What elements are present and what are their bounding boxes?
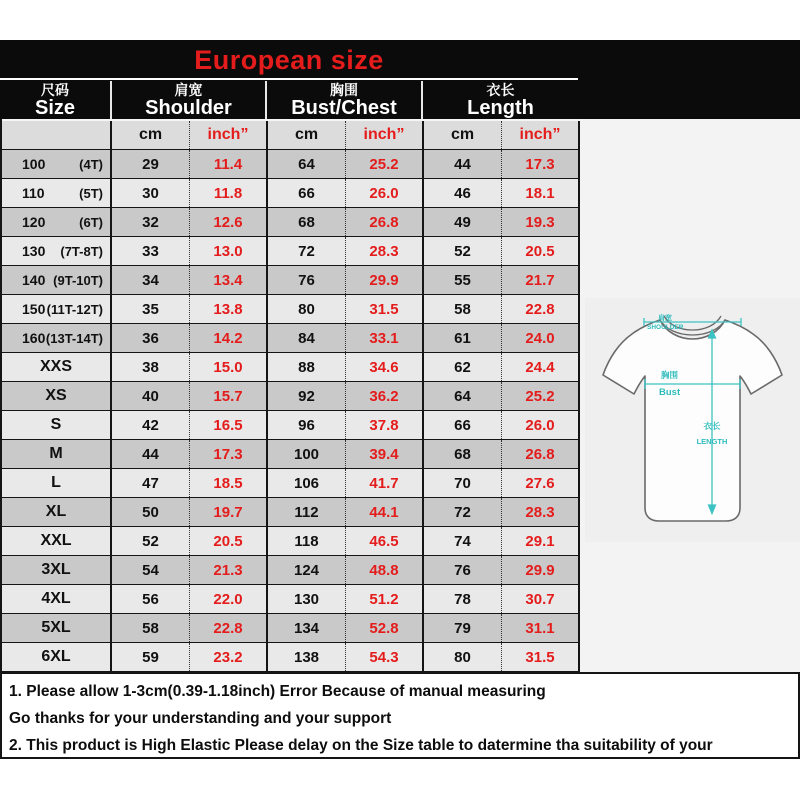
size-age-tag: (4T)	[79, 156, 103, 172]
note-line-3: 2. This product is High Elastic Please delay on the Size table to datermine tha suitability of your	[9, 737, 713, 754]
group-header-size	[0, 81, 110, 119]
size-label: 5XL	[41, 619, 71, 636]
bust-inch-cell: 44.1	[346, 498, 424, 526]
unit-cm-length: cm	[424, 121, 502, 149]
size-cell	[2, 556, 112, 584]
bust-cm-cell: 76	[268, 266, 346, 294]
bust-inch-cell: 26.0	[346, 179, 424, 207]
bust-inch-cell: 36.2	[346, 382, 424, 410]
bust-inch-cell: 29.9	[346, 266, 424, 294]
size-table	[0, 119, 580, 672]
table-row	[2, 527, 580, 556]
unit-inch-bust: inch”	[346, 121, 424, 149]
shoulder-cm-cell: 29	[112, 150, 190, 178]
bust-cm-cell: 92	[268, 382, 346, 410]
group-shoulder-zh: 肩宽	[174, 81, 203, 98]
bust-cm-cell: 100	[268, 440, 346, 468]
bust-inch-cell: 39.4	[346, 440, 424, 468]
table-row	[2, 237, 580, 266]
bust-inch-cell: 41.7	[346, 469, 424, 497]
length-cm-cell: 68	[424, 440, 502, 468]
table-row	[2, 353, 580, 382]
size-age-tag: (7T-8T)	[60, 243, 103, 259]
group-header-shoulder	[110, 81, 265, 119]
bust-cm-cell: 64	[268, 150, 346, 178]
size-cell	[2, 585, 112, 613]
size-age-tag: (11T-12T)	[46, 301, 103, 317]
length-inch-cell: 29.1	[502, 527, 580, 555]
size-cell	[2, 295, 112, 323]
size-cell	[2, 643, 112, 671]
table-row	[2, 295, 580, 324]
length-inch-cell: 19.3	[502, 208, 580, 236]
size-label: M	[49, 445, 63, 462]
bust-inch-cell: 37.8	[346, 411, 424, 439]
size-label: 6XL	[41, 648, 71, 665]
shoulder-inch-cell: 11.4	[190, 150, 268, 178]
shoulder-cm-cell: 59	[112, 643, 190, 671]
size-cell	[2, 266, 112, 294]
table-header-band	[0, 40, 800, 119]
length-inch-cell: 26.0	[502, 411, 580, 439]
size-age-tag: (5T)	[79, 185, 103, 201]
shoulder-cm-cell: 47	[112, 469, 190, 497]
bust-cm-cell: 134	[268, 614, 346, 642]
shoulder-inch-cell: 13.0	[190, 237, 268, 265]
shoulder-inch-cell: 17.3	[190, 440, 268, 468]
size-cell	[2, 614, 112, 642]
group-header-length	[421, 81, 578, 119]
size-cell	[2, 469, 112, 497]
table-row	[2, 150, 580, 179]
size-cell	[2, 150, 112, 178]
shoulder-cm-cell: 50	[112, 498, 190, 526]
size-number: 160	[22, 330, 46, 346]
length-inch-cell: 21.7	[502, 266, 580, 294]
size-number: 110	[22, 185, 45, 201]
bust-inch-cell: 33.1	[346, 324, 424, 352]
bust-cm-cell: 66	[268, 179, 346, 207]
bust-inch-cell: 26.8	[346, 208, 424, 236]
length-cm-cell: 44	[424, 150, 502, 178]
length-cm-cell: 58	[424, 295, 502, 323]
table-row	[2, 469, 580, 498]
length-cm-cell: 76	[424, 556, 502, 584]
bust-inch-cell: 25.2	[346, 150, 424, 178]
length-inch-cell: 17.3	[502, 150, 580, 178]
length-cm-cell: 72	[424, 498, 502, 526]
size-number: 140	[22, 272, 46, 288]
length-inch-cell: 29.9	[502, 556, 580, 584]
length-cm-cell: 78	[424, 585, 502, 613]
shoulder-label-zh: 肩宽	[658, 315, 672, 322]
table-row	[2, 440, 580, 469]
bust-inch-cell: 31.5	[346, 295, 424, 323]
shoulder-cm-cell: 35	[112, 295, 190, 323]
length-cm-cell: 64	[424, 382, 502, 410]
shoulder-inch-cell: 13.4	[190, 266, 268, 294]
shoulder-inch-cell: 18.5	[190, 469, 268, 497]
bust-cm-cell: 68	[268, 208, 346, 236]
table-row	[2, 382, 580, 411]
table-row	[2, 266, 580, 295]
group-bust-en: Bust/Chest	[291, 96, 397, 119]
size-cell	[2, 237, 112, 265]
size-cell	[2, 382, 112, 410]
tshirt-diagram-panel	[585, 298, 800, 542]
length-cm-cell: 62	[424, 353, 502, 381]
shoulder-inch-cell: 13.8	[190, 295, 268, 323]
unit-inch-length: inch”	[502, 121, 580, 149]
bust-cm-cell: 80	[268, 295, 346, 323]
table-row	[2, 411, 580, 440]
length-inch-cell: 20.5	[502, 237, 580, 265]
length-cm-cell: 66	[424, 411, 502, 439]
table-row	[2, 179, 580, 208]
size-cell	[2, 179, 112, 207]
shoulder-inch-cell: 22.0	[190, 585, 268, 613]
bust-cm-cell: 138	[268, 643, 346, 671]
shoulder-inch-cell: 20.5	[190, 527, 268, 555]
size-cell	[2, 411, 112, 439]
group-size-zh: 尺码	[41, 81, 69, 98]
group-shoulder-en: Shoulder	[145, 96, 232, 119]
length-cm-cell: 55	[424, 266, 502, 294]
tshirt-outline-icon	[603, 316, 782, 521]
bust-cm-cell: 84	[268, 324, 346, 352]
size-label: XXS	[39, 358, 72, 375]
size-cell	[2, 498, 112, 526]
size-number: 150	[22, 301, 46, 317]
size-label: S	[50, 416, 62, 433]
table-row	[2, 643, 580, 672]
length-cm-cell: 79	[424, 614, 502, 642]
shoulder-cm-cell: 52	[112, 527, 190, 555]
group-length-en: Length	[467, 96, 534, 119]
bust-cm-cell: 72	[268, 237, 346, 265]
shoulder-inch-cell: 12.6	[190, 208, 268, 236]
table-row	[2, 556, 580, 585]
bust-inch-cell: 48.8	[346, 556, 424, 584]
length-inch-cell: 31.1	[502, 614, 580, 642]
unit-cm-bust: cm	[268, 121, 346, 149]
bust-label-zh: 胸围	[661, 370, 679, 380]
group-header-bust	[265, 81, 421, 119]
bust-inch-cell: 34.6	[346, 353, 424, 381]
size-cell	[2, 324, 112, 352]
bust-inch-cell: 52.8	[346, 614, 424, 642]
length-cm-cell: 70	[424, 469, 502, 497]
length-inch-cell: 24.4	[502, 353, 580, 381]
group-size-en: Size	[34, 96, 76, 119]
size-number: 120	[22, 214, 46, 230]
length-inch-cell: 25.2	[502, 382, 580, 410]
length-cm-cell: 80	[424, 643, 502, 671]
group-length-zh: 衣长	[486, 81, 515, 98]
length-label-zh: 衣长	[703, 421, 721, 431]
shoulder-inch-cell: 22.8	[190, 614, 268, 642]
unit-header-row	[2, 119, 580, 150]
shoulder-label-en: SHOULDER	[647, 324, 684, 331]
bust-inch-cell: 51.2	[346, 585, 424, 613]
size-number: 100	[22, 156, 46, 172]
size-table-body	[2, 150, 580, 672]
shoulder-cm-cell: 38	[112, 353, 190, 381]
shoulder-cm-cell: 58	[112, 614, 190, 642]
size-number: 130	[22, 243, 46, 259]
bust-label-en: Bust	[659, 387, 681, 398]
shoulder-inch-cell: 15.0	[190, 353, 268, 381]
size-cell	[2, 208, 112, 236]
size-label: L	[51, 474, 61, 491]
length-label-en: LENGTH	[696, 437, 728, 446]
length-cm-cell: 46	[424, 179, 502, 207]
shoulder-inch-cell: 14.2	[190, 324, 268, 352]
bust-inch-cell: 54.3	[346, 643, 424, 671]
size-label: XL	[45, 503, 67, 520]
length-inch-cell: 28.3	[502, 498, 580, 526]
column-group-headers	[0, 80, 578, 119]
bust-cm-cell: 112	[268, 498, 346, 526]
size-label: XS	[45, 387, 67, 404]
size-cell	[2, 353, 112, 381]
length-inch-cell: 26.8	[502, 440, 580, 468]
length-inch-cell: 22.8	[502, 295, 580, 323]
bust-cm-cell: 88	[268, 353, 346, 381]
length-cm-cell: 74	[424, 527, 502, 555]
shoulder-inch-cell: 19.7	[190, 498, 268, 526]
note-line-2: Go thanks for your understanding and your support	[9, 710, 392, 727]
shoulder-inch-cell: 23.2	[190, 643, 268, 671]
length-inch-cell: 24.0	[502, 324, 580, 352]
note-line-1: 1. Please allow 1-3cm(0.39-1.18inch) Error Because of manual measuring	[9, 683, 546, 700]
unit-inch-shoulder: inch”	[190, 121, 268, 149]
length-cm-cell: 49	[424, 208, 502, 236]
size-label: 4XL	[41, 590, 71, 607]
table-row	[2, 498, 580, 527]
length-inch-cell: 30.7	[502, 585, 580, 613]
size-age-tag: (13T-14T)	[45, 330, 103, 346]
size-cell	[2, 527, 112, 555]
shoulder-inch-cell: 21.3	[190, 556, 268, 584]
bust-cm-cell: 96	[268, 411, 346, 439]
length-cm-cell: 52	[424, 237, 502, 265]
length-inch-cell: 18.1	[502, 179, 580, 207]
bust-inch-cell: 28.3	[346, 237, 424, 265]
length-cm-cell: 61	[424, 324, 502, 352]
shoulder-inch-cell: 11.8	[190, 179, 268, 207]
table-row	[2, 614, 580, 643]
shoulder-cm-cell: 34	[112, 266, 190, 294]
shoulder-cm-cell: 56	[112, 585, 190, 613]
size-age-tag: (9T-10T)	[53, 272, 103, 288]
table-row	[2, 324, 580, 353]
shoulder-cm-cell: 42	[112, 411, 190, 439]
shoulder-cm-cell: 33	[112, 237, 190, 265]
chart-title: European size	[194, 45, 384, 75]
length-inch-cell: 27.6	[502, 469, 580, 497]
length-inch-cell: 31.5	[502, 643, 580, 671]
shoulder-cm-cell: 32	[112, 208, 190, 236]
group-bust-zh: 胸围	[330, 81, 358, 98]
bust-cm-cell: 118	[268, 527, 346, 555]
shoulder-inch-cell: 15.7	[190, 382, 268, 410]
shoulder-cm-cell: 40	[112, 382, 190, 410]
shoulder-cm-cell: 54	[112, 556, 190, 584]
notes-box	[0, 672, 800, 759]
table-row	[2, 208, 580, 237]
size-cell	[2, 440, 112, 468]
size-label: XXL	[40, 532, 72, 549]
shoulder-cm-cell: 30	[112, 179, 190, 207]
shoulder-cm-cell: 44	[112, 440, 190, 468]
table-row	[2, 585, 580, 614]
unit-cm-shoulder: cm	[112, 121, 190, 149]
shoulder-cm-cell: 36	[112, 324, 190, 352]
tshirt-measure-diagram	[585, 298, 800, 542]
unit-blank-cell	[2, 121, 112, 149]
bust-inch-cell: 46.5	[346, 527, 424, 555]
shoulder-inch-cell: 16.5	[190, 411, 268, 439]
bust-cm-cell: 124	[268, 556, 346, 584]
size-age-tag: (6T)	[79, 214, 103, 230]
size-label: 3XL	[41, 561, 71, 578]
bust-cm-cell: 130	[268, 585, 346, 613]
bust-cm-cell: 106	[268, 469, 346, 497]
